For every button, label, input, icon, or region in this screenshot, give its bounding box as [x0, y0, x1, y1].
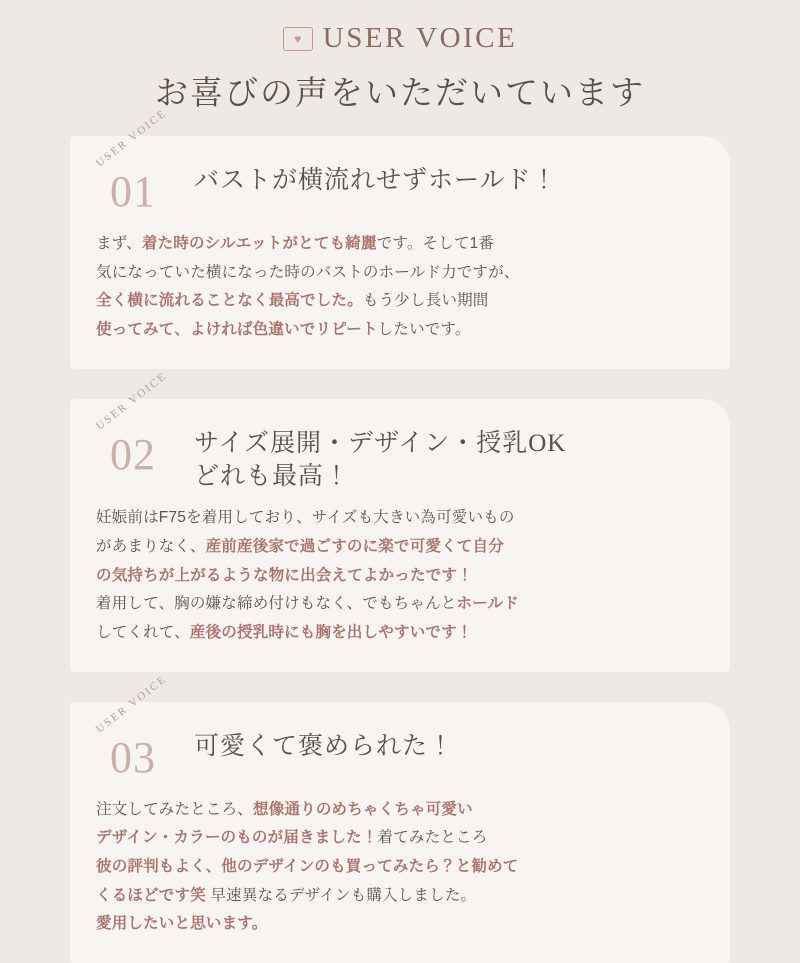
text-run-highlight: 産前産後家で過ごすのに楽で可愛くて自分 [205, 537, 504, 555]
card-title-line: どれも最高！ [194, 463, 351, 491]
card-title-line: 可愛くて褒められた！ [194, 732, 455, 760]
body-line [96, 910, 704, 939]
card-title [194, 724, 704, 764]
card-title [194, 421, 704, 495]
badge-number: 02 [110, 429, 156, 479]
card-body [96, 504, 704, 647]
testimonial-card [70, 369, 730, 672]
text-run-highlight: ホールド [456, 595, 519, 613]
card-header [94, 106, 704, 220]
body-line [96, 619, 704, 648]
body-line [96, 259, 704, 288]
heart-icon: ♥ [283, 27, 313, 51]
eyebrow-group [0, 22, 800, 55]
text-run: があまりなく、 [96, 537, 206, 555]
text-run: まず、 [96, 235, 142, 252]
badge-number: 03 [110, 732, 156, 782]
text-run: 気になっていた横になった時のバストのホールド力ですが、 [96, 263, 520, 281]
card-title-line: サイズ展開・デザイン・授乳OK [194, 429, 567, 457]
text-run: 注文してみたところ、 [96, 800, 254, 818]
card-header [94, 672, 704, 786]
text-run-highlight: 使ってみて、よければ色違いでリピート [96, 321, 378, 339]
body-line [96, 853, 704, 882]
badge-label: USER VOICE [94, 369, 170, 433]
text-run-highlight: 愛用したいと思います。 [96, 915, 268, 933]
text-run-highlight: 着た時のシルエットがとても綺麗 [141, 235, 377, 252]
body-line [96, 533, 704, 562]
badge-label: USER VOICE [94, 106, 170, 170]
body-line [96, 562, 704, 591]
card-body [96, 230, 704, 345]
eyebrow-text: USER VOICE [322, 22, 518, 54]
text-run-highlight: 全く横に流れることなく最高でした。 [96, 292, 363, 310]
voice-badge [94, 672, 188, 786]
testimonial-card [70, 672, 730, 963]
body-line [96, 316, 704, 345]
text-run: 着用して、胸の嫌な締め付けもなく、でもちゃんと [96, 595, 457, 613]
text-run-highlight: デザイン・カラーのものが届きました！ [96, 829, 378, 847]
voice-badge [94, 106, 188, 220]
testimonial-list [0, 106, 800, 963]
card-header [94, 369, 704, 495]
text-run: してくれて、 [96, 623, 190, 641]
body-line [96, 882, 704, 911]
card-title-line: バストが横流れせずホールド！ [194, 167, 558, 194]
card-title [194, 158, 704, 198]
text-run-highlight: くるほどです笑 [96, 886, 206, 904]
text-run-highlight: 彼の評判もよく、他のデザインのも買ってみたら？と勧めて [96, 857, 519, 875]
body-line [96, 287, 704, 316]
text-run: 妊娠前はF75を着用しており、サイズも大きい為可愛いもの [96, 509, 515, 527]
badge-number: 01 [110, 167, 156, 216]
body-line [96, 796, 704, 825]
badge-label: USER VOICE [94, 672, 170, 736]
body-line [96, 504, 704, 533]
body-line [96, 590, 704, 619]
text-run: です。そして1番 [376, 235, 495, 252]
page-title: お喜びの声をいただいています [155, 76, 645, 112]
body-line [96, 230, 704, 259]
text-run: もう少し長い期間 [362, 292, 489, 310]
text-run-highlight: 想像通りのめちゃくちゃ可愛い [253, 800, 473, 818]
page-header [0, 0, 800, 114]
card-body [96, 796, 704, 939]
voice-badge [94, 369, 188, 483]
text-run-highlight: の気持ちが上がるような物に出会えてよかったです！ [96, 566, 473, 584]
body-line [96, 824, 704, 853]
text-run: 着てみたところ [377, 829, 488, 847]
testimonial-card [70, 106, 730, 369]
text-run: したいです。 [377, 321, 471, 339]
text-run: 早速異なるデザインも購入しました。 [205, 886, 477, 904]
text-run-highlight: 産後の授乳時にも胸を出しやすいです！ [189, 623, 473, 641]
